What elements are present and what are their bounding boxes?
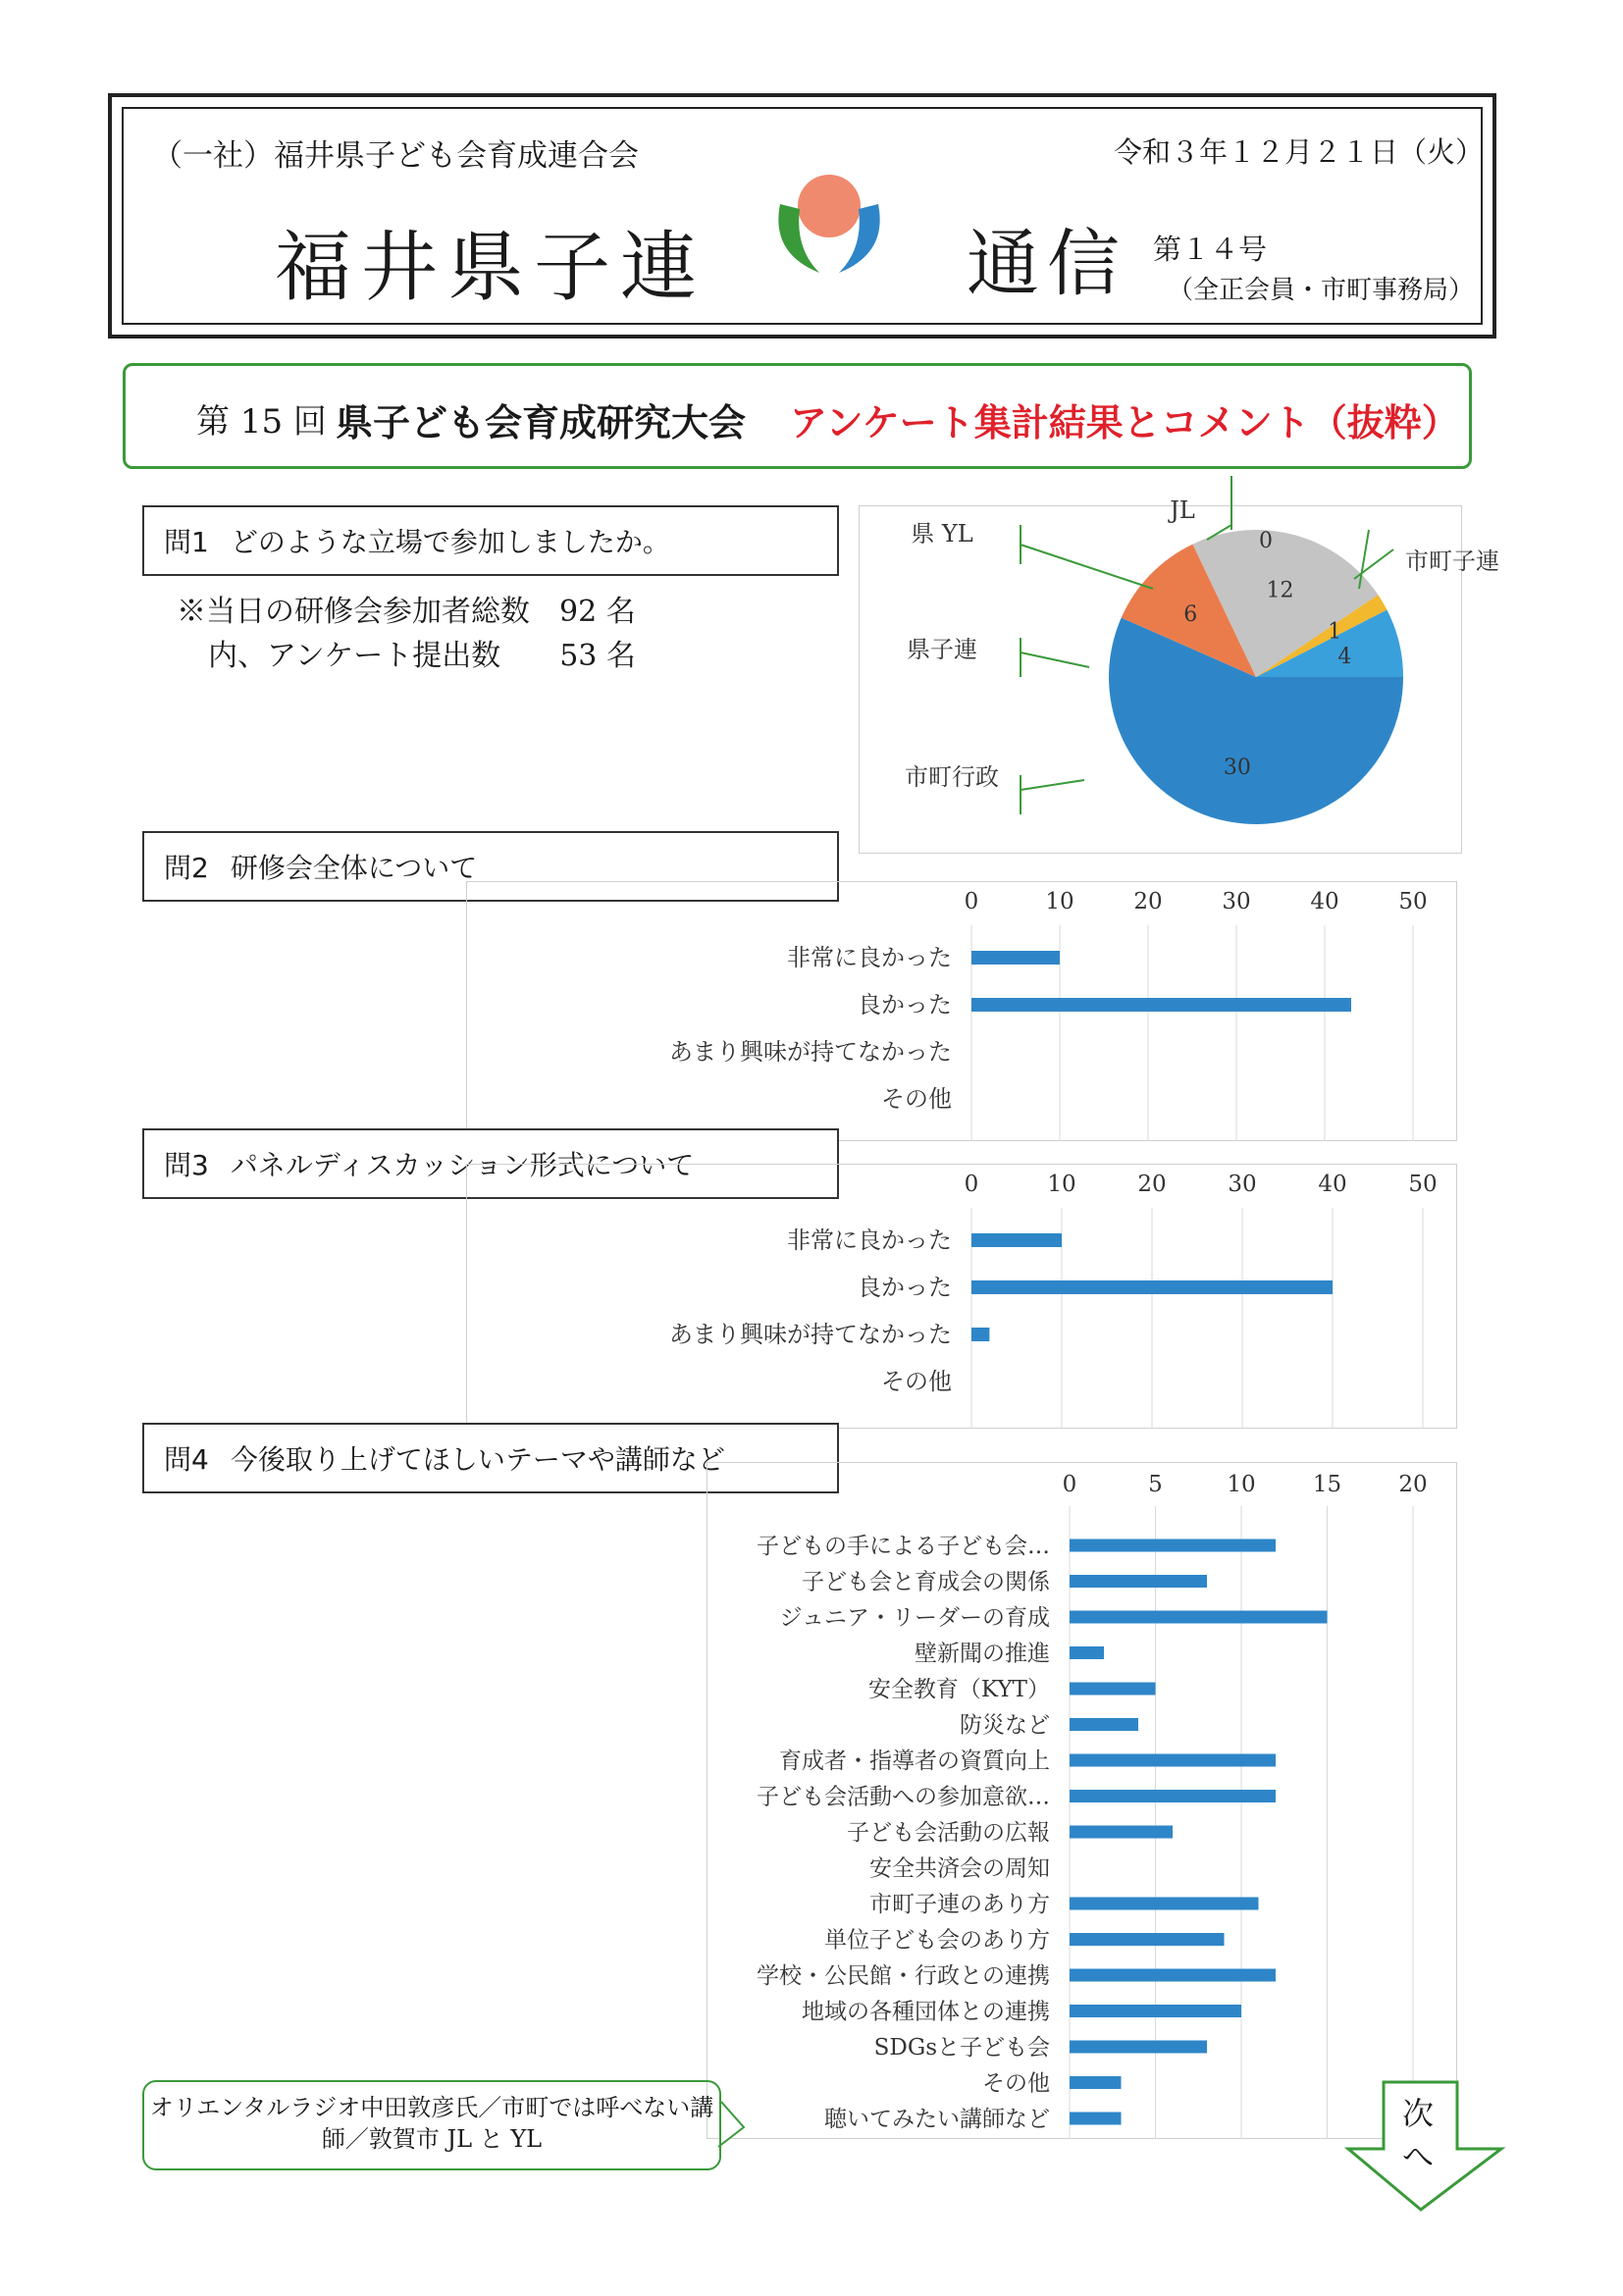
bar [1070,2076,1122,2089]
category-label: 安全教育（KYT） [867,1677,1050,1702]
x-tick-label: 10 [1047,1172,1076,1197]
bar [971,1328,989,1341]
category-label: 育成者・指導者の資質向上 [779,1748,1050,1774]
question-number: 問2 [164,852,209,884]
leader-line [1021,780,1084,790]
x-tick-label: 15 [1312,1472,1342,1497]
banner-number: 第 15 回 [196,402,327,442]
category-label: 安全共済会の周知 [869,1855,1050,1882]
category-label: 非常に良かった [787,944,952,971]
bar [1070,2041,1207,2054]
category-label: ジュニア・リーダーの育成 [779,1605,1050,1631]
x-tick-label: 0 [1062,1472,1077,1497]
category-label: 学校・公民館・行政との連携 [757,1963,1050,1989]
x-tick-label: 30 [1222,889,1251,914]
bar [1070,2005,1241,2017]
x-tick-label: 40 [1310,889,1339,914]
bar [971,1233,1062,1247]
pie-category-label: 市町行政 [905,763,999,791]
category-label: 子ども会と育成会の関係 [802,1569,1050,1595]
bar [1070,1969,1276,1982]
pie-data-label: 4 [1337,645,1352,670]
x-tick-label: 20 [1133,889,1163,914]
category-label: 聴いてみたい講師など [824,2107,1050,2132]
distribution-note: （全正会員・市町事務局） [1168,276,1475,305]
participant-total-note: ※当日の研修会参加者総数 92 名 [177,595,636,629]
x-tick-label: 40 [1318,1172,1347,1197]
x-tick-label: 30 [1228,1172,1257,1197]
x-tick-label: 0 [964,1172,979,1197]
position-pie-chart [859,471,1526,854]
category-label: 良かった [858,991,952,1018]
x-tick-label: 10 [1227,1472,1256,1497]
newsletter-title-left: 福井県子連 [275,224,707,312]
category-label: 壁新聞の推進 [915,1641,1050,1667]
organization-name: （一社）福井県子ども会育成連合会 [152,138,639,174]
pie-data-label: 6 [1183,602,1198,628]
bar [1070,1754,1276,1767]
next-page-label [1388,2092,1447,2178]
bar [1070,1539,1276,1552]
x-tick-label: 10 [1045,889,1074,914]
bar [1070,1683,1156,1696]
x-tick-label: 50 [1408,1172,1438,1197]
pie-data-label: 12 [1266,578,1294,603]
q2-bar-chart [466,871,1457,1141]
bar [1070,1646,1104,1659]
pie-category-label: 県 YL [911,520,973,548]
leader-line [1354,549,1393,579]
category-label: その他 [881,1368,952,1395]
category-label: 地域の各種団体との連携 [802,1999,1050,2025]
bar [971,998,1351,1012]
question-label: 今後取り上げてほしいテーマや講師など [230,1443,725,1476]
pie-data-label: 1 [1328,619,1342,645]
category-label: その他 [881,1085,952,1113]
leader-line [1021,652,1089,667]
category-label: 子ども会活動への参加意欲… [757,1784,1050,1810]
issue-number: 第１４号 [1153,233,1268,266]
question-label: 研修会全体について [230,852,478,884]
bar [1070,1826,1173,1839]
category-label: 市町子連のあり方 [869,1892,1050,1917]
bar [1070,1933,1225,1946]
survey-count-note: 内、アンケート提出数 53 名 [208,639,636,673]
x-tick-label: 20 [1398,1472,1428,1497]
q4-bar-chart [707,1462,1457,2139]
bar [1070,1898,1259,1910]
leader-line [1021,545,1153,589]
pie-data-label: 0 [1259,529,1273,553]
category-label: あまり興味が持てなかった [669,1321,952,1348]
question-label: パネルディスカッション形式について [230,1149,695,1181]
next-char-1: 次 [1401,2095,1434,2132]
x-tick-label: 50 [1398,889,1428,914]
category-label: その他 [982,2070,1050,2097]
issue-date: 令和３年１２月２１日（火） [1114,135,1485,169]
pie-category-label: 市町子連 [1405,548,1499,575]
bar [1070,1790,1276,1802]
x-tick-label: 5 [1148,1472,1163,1497]
logo-head [798,175,861,237]
category-label: 非常に良かった [787,1226,952,1254]
q3-bar-chart [466,1154,1457,1429]
category-label: SDGsと子ども会 [873,2035,1050,2061]
question-1-header [142,505,839,576]
speaker-comment: オリエンタルラジオ中田敦彦氏／市町では呼べない講師／敦賀市 JL と YL [142,2080,721,2170]
category-label: 子どもの手による子ども会… [757,1534,1050,1559]
pie-category-label: JL [1170,496,1195,524]
question-number: 問4 [164,1443,209,1476]
x-tick-label: 0 [964,889,979,914]
category-label: 単位子ども会のあり方 [824,1927,1050,1954]
newsletter-title-right: 通信 [967,222,1127,306]
bar [971,951,1060,965]
category-label: 良かった [858,1274,952,1301]
question-label: どのような立場で参加しましたか。 [230,526,670,558]
next-char-2: へ [1401,2138,1434,2175]
banner-event: 県子ども会育成研究大会 [336,401,747,444]
pie-category-label: 県子連 [907,636,977,663]
x-tick-label: 20 [1137,1172,1167,1197]
category-label: 子ども会活動の広報 [847,1820,1050,1846]
bar [1070,1575,1207,1588]
banner-subtitle: アンケート集計結果とコメント（抜粋） [790,401,1459,444]
bar [1070,2113,1122,2125]
pie-data-label: 30 [1223,756,1251,781]
bar [971,1280,1333,1294]
question-number: 問3 [164,1149,209,1181]
bar [1070,1611,1328,1624]
bar [1070,1718,1138,1731]
organization-logo [760,165,898,287]
question-number: 問1 [164,526,209,558]
category-label: 防災など [960,1712,1050,1739]
category-label: あまり興味が持てなかった [669,1038,952,1066]
